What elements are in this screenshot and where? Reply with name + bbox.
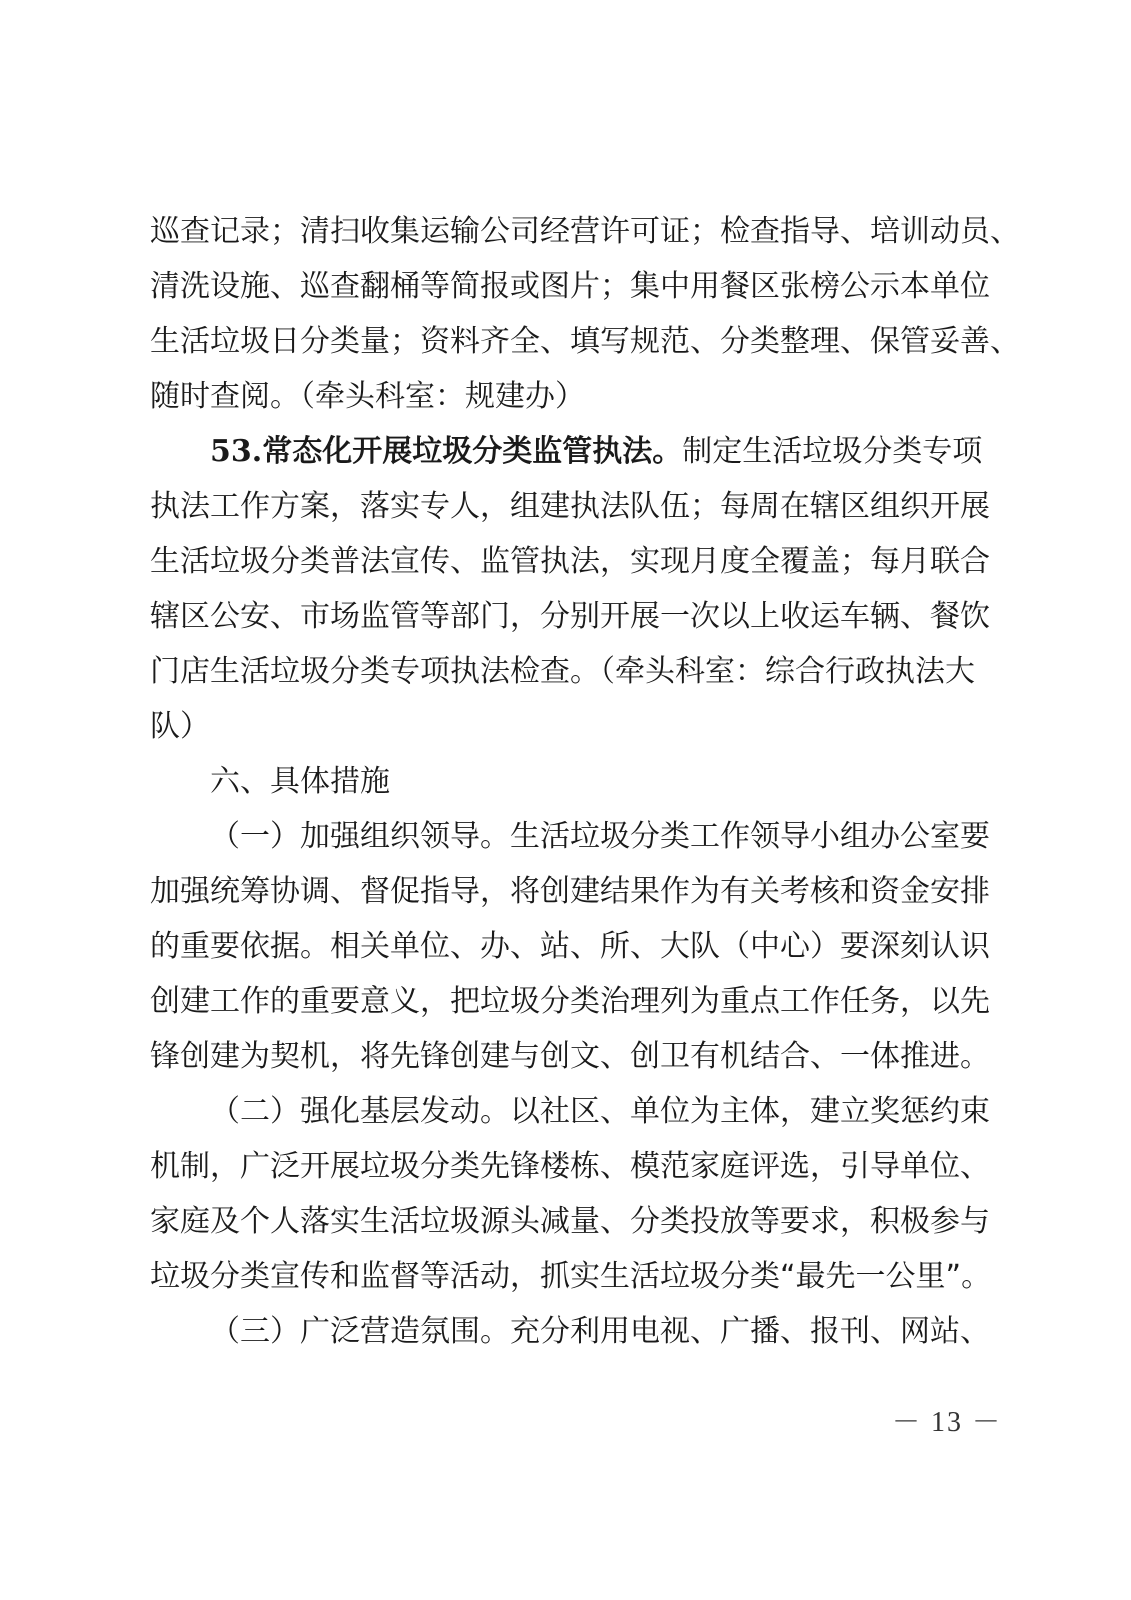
- paragraph-line: 加强统筹协调、督促指导，将创建结果作为有关考核和资金安排: [150, 874, 990, 909]
- paragraph-first-line: [210, 432, 983, 472]
- item-heading: 常态化开展垃圾分类监管执法。: [262, 434, 683, 469]
- paragraph-line: 家庭及个人落实生活垃圾源头减量、分类投放等要求，积极参与: [150, 1204, 990, 1239]
- paragraph-line: （一）加强组织领导。生活垃圾分类工作领导小组办公室要: [210, 819, 990, 854]
- paragraph-line: 随时查阅。（牵头科室：规建办）: [150, 379, 585, 414]
- paragraph-line: （二）强化基层发动。以社区、单位为主体，建立奖惩约束: [210, 1094, 990, 1129]
- paragraph-line: 门店生活垃圾分类专项执法检查。（牵头科室：综合行政执法大: [150, 654, 975, 689]
- item-number: 53.: [210, 434, 263, 469]
- paragraph-line: 辖区公安、市场监管等部门，分别开展一次以上收运车辆、餐饮: [150, 599, 990, 634]
- paragraph-line: 机制，广泛开展垃圾分类先锋楼栋、模范家庭评选，引导单位、: [150, 1149, 990, 1184]
- paragraph-line: 巡查记录；清扫收集运输公司经营许可证；检查指导、培训动员、: [150, 214, 1020, 249]
- item-text: 制定生活垃圾分类专项: [682, 434, 983, 469]
- section-heading: 六、具体措施: [210, 764, 390, 799]
- paragraph-line: （三）广泛营造氛围。充分利用电视、广播、报刊、网站、: [210, 1314, 990, 1349]
- paragraph-line: 的重要依据。相关单位、办、站、所、大队（中心）要深刻认识: [150, 929, 990, 964]
- paragraph-line: 创建工作的重要意义，把垃圾分类治理列为重点工作任务，以先: [150, 984, 990, 1019]
- paragraph-line: 清洗设施、巡查翻桶等简报或图片；集中用餐区张榜公示本单位: [150, 269, 990, 304]
- paragraph-line: 生活垃圾分类普法宣传、监管执法，实现月度全覆盖；每月联合: [150, 544, 990, 579]
- page-number: － 13 －: [892, 1407, 1003, 1438]
- paragraph-line: 执法工作方案，落实专人，组建执法队伍；每周在辖区组织开展: [150, 489, 990, 524]
- paragraph-line: 锋创建为契机，将先锋创建与创文、创卫有机结合、一体推进。: [150, 1039, 990, 1074]
- paragraph-line: 生活垃圾日分类量；资料齐全、填写规范、分类整理、保管妥善、: [150, 324, 1020, 359]
- paragraph-line: 队）: [150, 709, 210, 744]
- paragraph-line: 垃圾分类宣传和监督等活动，抓实生活垃圾分类“最先一公里”。: [150, 1259, 992, 1294]
